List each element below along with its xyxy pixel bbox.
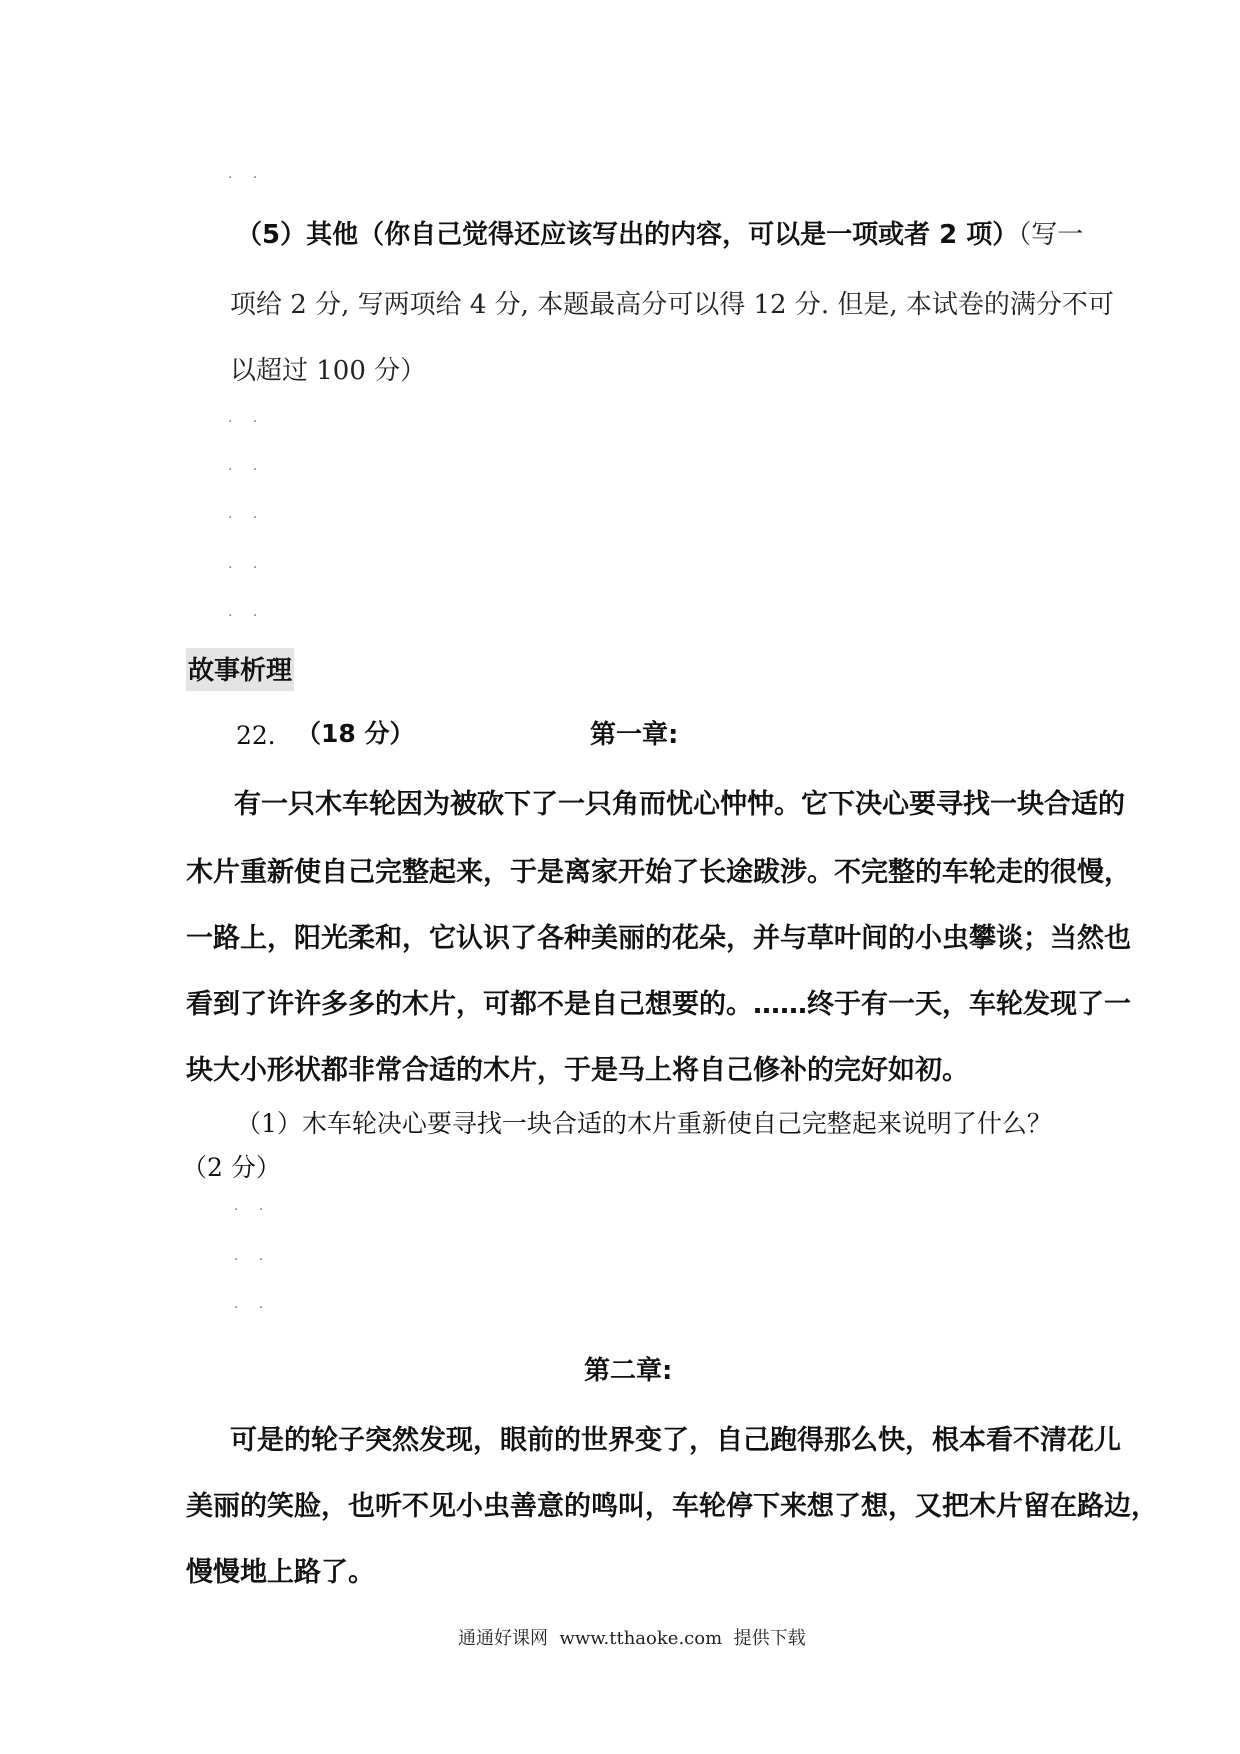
chapter-1-title: 第一章: bbox=[590, 720, 679, 750]
q5-label: （5） bbox=[236, 220, 307, 250]
chapter-1-line: 有一只木车轮因为被砍下了一只角而忧心忡忡。它下决心要寻找一块合适的 bbox=[234, 789, 1125, 820]
q22-points: （18 分） bbox=[296, 719, 415, 748]
q5-note-line-3: 以超过 100 分） bbox=[230, 356, 427, 386]
blank-line-mark: · · bbox=[228, 560, 266, 576]
blank-line-mark: · · bbox=[234, 1202, 272, 1218]
blank-line-mark: · · bbox=[228, 462, 266, 478]
chapter-2-line: 慢慢地上路了。 bbox=[186, 1557, 375, 1588]
sub-question-1-points: （2 分） bbox=[182, 1153, 281, 1182]
chapter-1-line: 块大小形状都非常合适的木片，于是马上将自己修补的完好如初。 bbox=[186, 1055, 969, 1086]
chapter-2-line: 美丽的笑脸，也听不见小虫善意的鸣叫，车轮停下来想了想，又把木片留在路边， bbox=[186, 1491, 1158, 1522]
blank-line-mark: · · bbox=[228, 414, 266, 430]
sub-question-1-text: （1）木车轮决心要寻找一块合适的木片重新使自己完整起来说明了什么？ bbox=[236, 1109, 1052, 1138]
chapter-2-line: 可是的轮子突然发现，眼前的世界变了，自己跑得那么快，根本看不清花儿 bbox=[230, 1425, 1121, 1456]
blank-line-mark: · · bbox=[234, 1300, 272, 1316]
chapter-1-line: 看到了许许多多的木片，可都不是自己想要的。……终于有一天，车轮发现了一 bbox=[186, 989, 1131, 1020]
q5-note-start: （写一 bbox=[1018, 220, 1084, 250]
blank-line-mark: · · bbox=[228, 608, 266, 624]
blank-line-mark: · · bbox=[234, 1252, 272, 1268]
q5-line-1 bbox=[236, 214, 1083, 251]
q5-note-line-2: 项给 2 分, 写两项给 4 分, 本题最高分可以得 12 分. 但是, 本试卷的满分不可 bbox=[230, 290, 1114, 320]
chapter-1-line: 木片重新使自己完整起来，于是离家开始了长途跋涉。不完整的车轮走的很慢， bbox=[186, 857, 1131, 888]
page-footer: 通通好课网 www.tthaoke.com 提供下载 bbox=[458, 1628, 806, 1649]
q5-title: 其他（你自己觉得还应该写出的内容，可以是一项或者 2 项） bbox=[306, 220, 1019, 250]
blank-line-mark: · · bbox=[228, 170, 266, 186]
chapter-1-line: 一路上，阳光柔和，它认识了各种美丽的花朵，并与草叶间的小虫攀谈；当然也 bbox=[186, 923, 1131, 954]
section-heading: 故事析理 bbox=[186, 648, 294, 691]
chapter-2-title: 第二章: bbox=[584, 1356, 673, 1386]
blank-line-mark: · · bbox=[228, 510, 266, 526]
q22-number: 22． bbox=[236, 721, 293, 750]
